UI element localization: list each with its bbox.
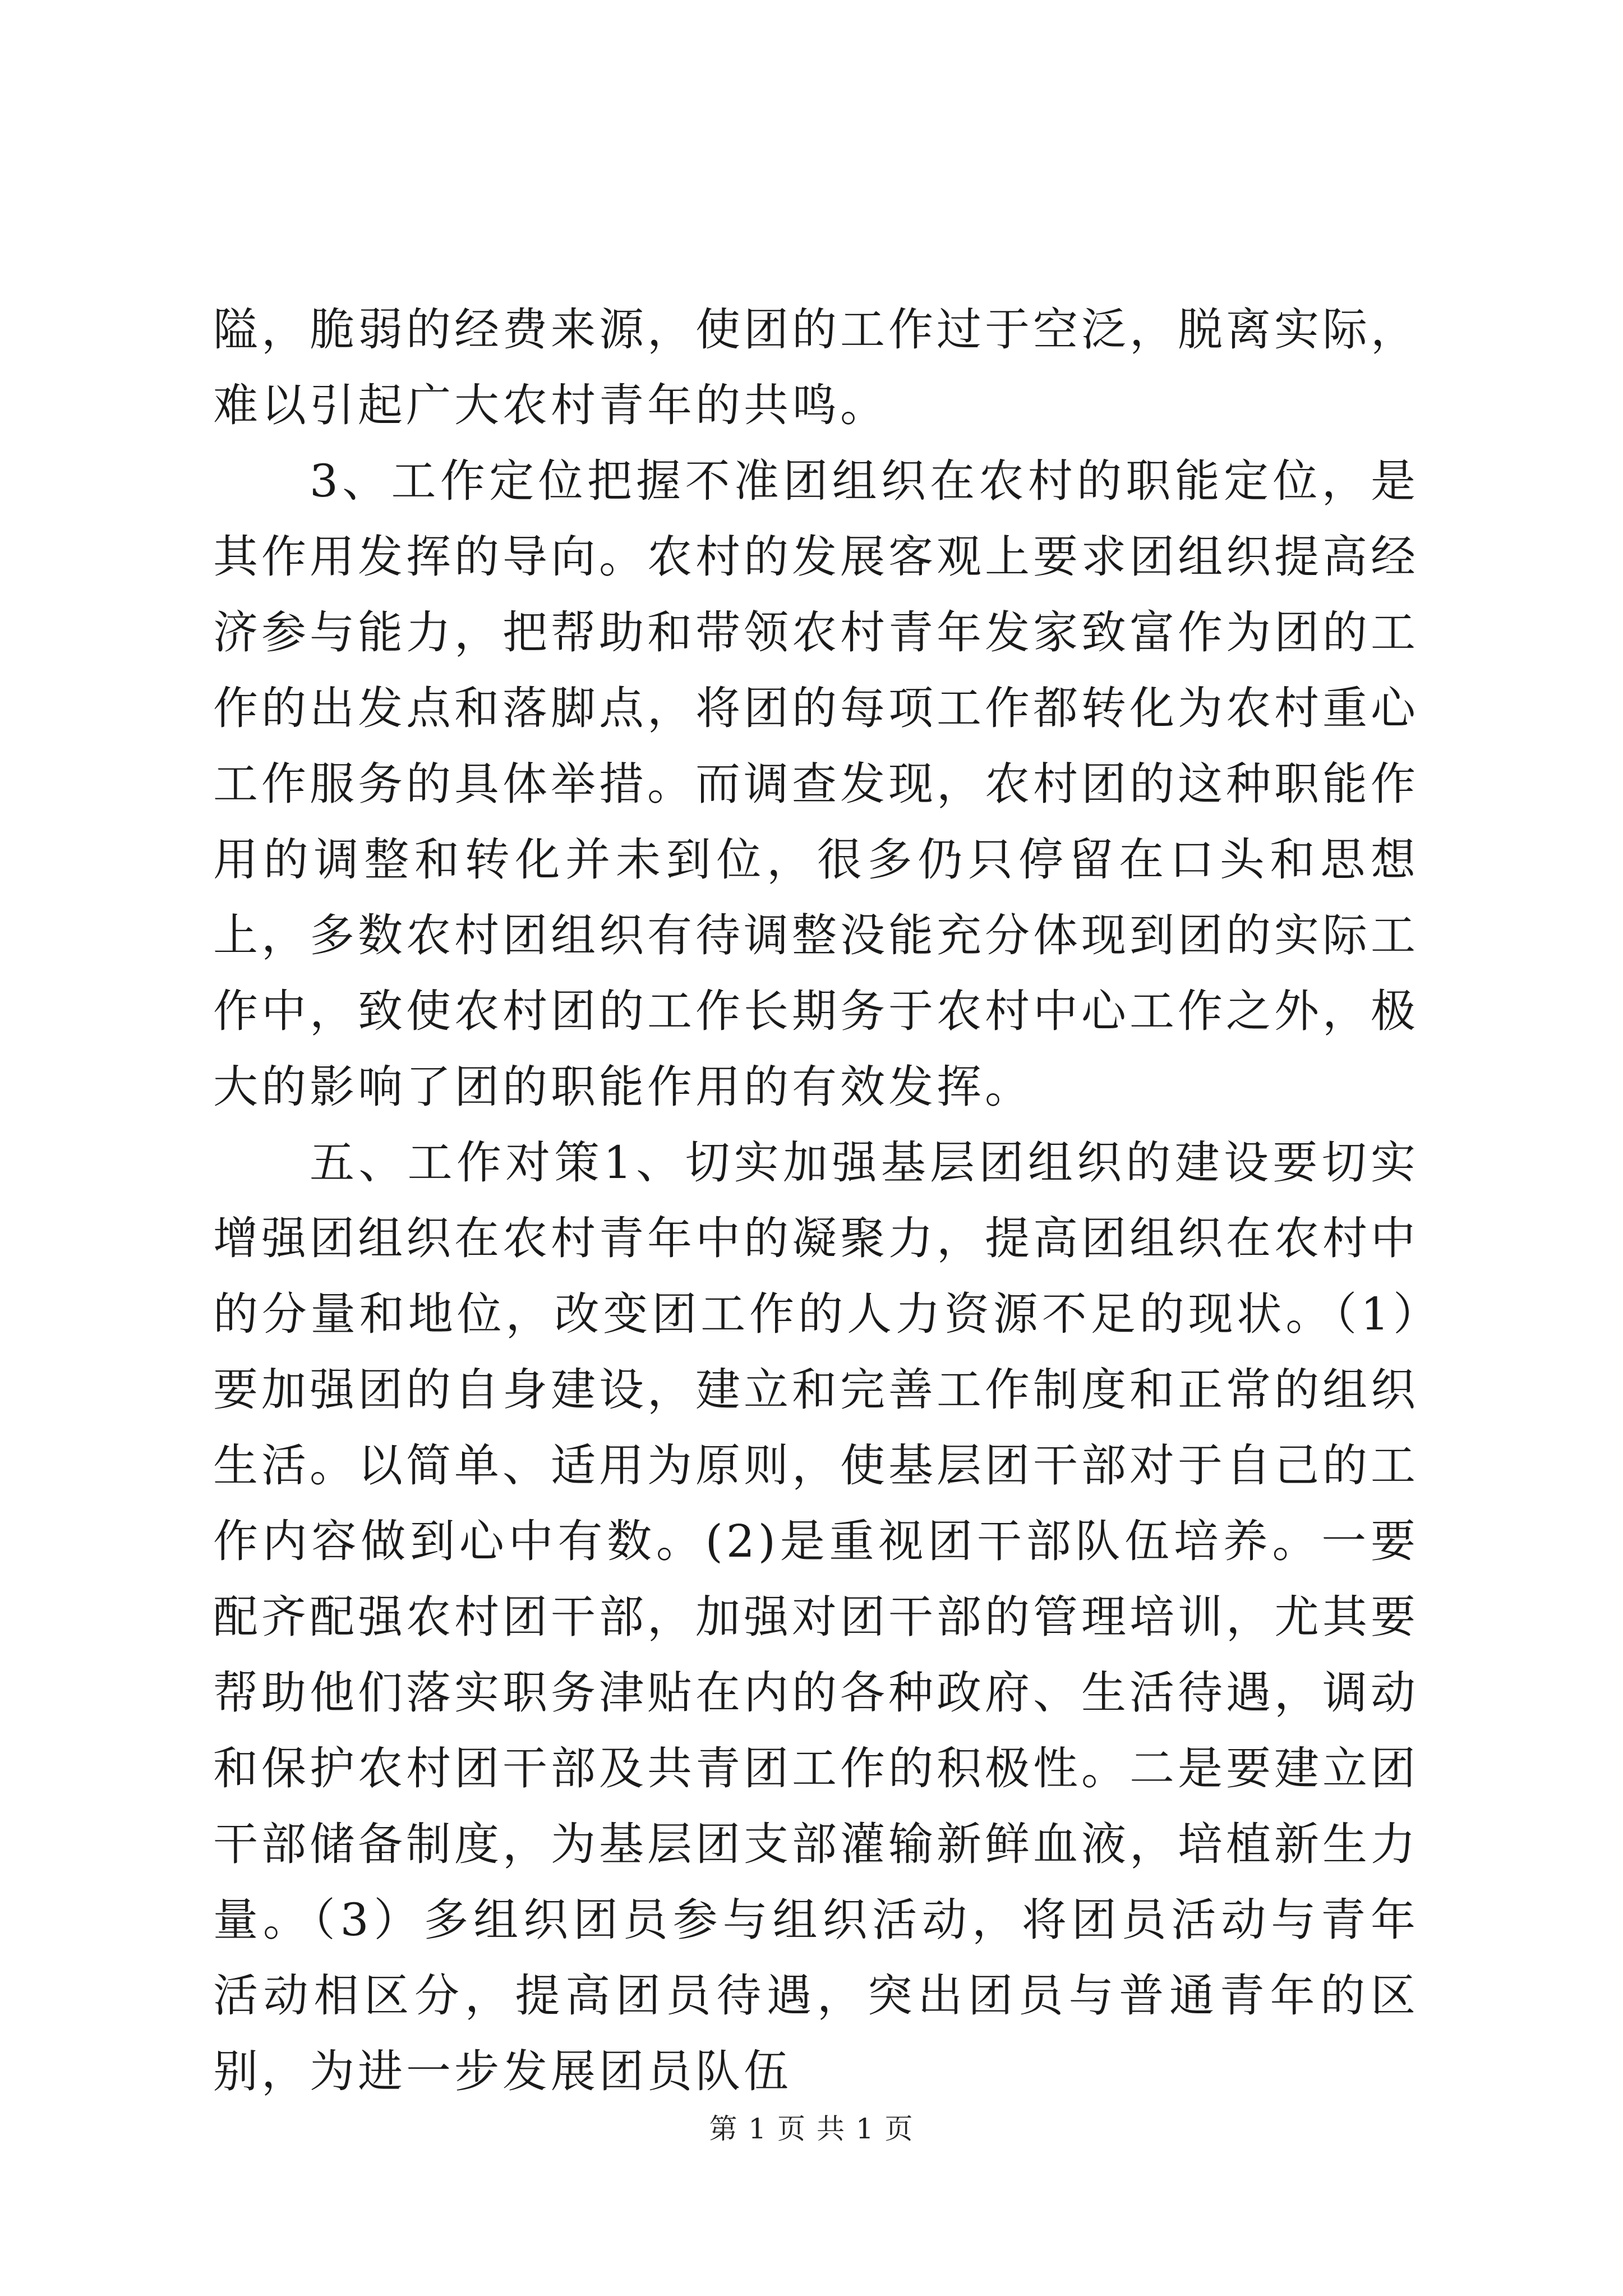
paragraph-1: 隘，脆弱的经费来源，使团的工作过于空泛，脱离实际，难以引起广大农村青年的共鸣。	[213, 303, 1419, 431]
page-footer: 第 1 页 共 1 页	[709, 2113, 914, 2145]
paragraph-2: 3、工作定位把握不准团组织在农村的职能定位，是其作用发挥的导向。农村的发展客观上要求团组织提高经济参与能力，把帮助和带领农村青年发家致富作为团的工作的出发点和落脚点，将团的每项工作都转化为农村重心工作服务的具体举措。而调查发现，农村团的这种职能作用的调整和转化并未到位，很多仍只停留在口头和思想上，多数农村团组织有待调整没能充分体现到团的实际工作中，致使农村团的工作长期务于农村中心工作之外，极大的影响了团的职能作用的有效发挥。	[213, 455, 1419, 1113]
document-body	[213, 292, 1419, 2109]
paragraph-3: 五、工作对策1、切实加强基层团组织的建设要切实增强团组织在农村青年中的凝聚力，提高团组织在农村中的分量和地位，改变团工作的人力资源不足的现状。（1）要加强团的自身建设，建立和完善工作制度和正常的组织生活。以简单、适用为原则，使基层团干部对于自己的工作内容做到心中有数。(2)是重视团干部队伍培养。一要配齐配强农村团干部，加强对团干部的管理培训，尤其要帮助他们落实职务津贴在内的各种政府、生活待遇，调动和保护农村团干部及共青团工作的积极性。二是要建立团干部储备制度，为基层团支部灌输新鲜血液，培植新生力量。（3）多组织团员参与组织活动，将团员活动与青年活动相区分，提高团员待遇，突出团员与普通青年的区别，为进一步发展团员队伍	[213, 1137, 1419, 2097]
